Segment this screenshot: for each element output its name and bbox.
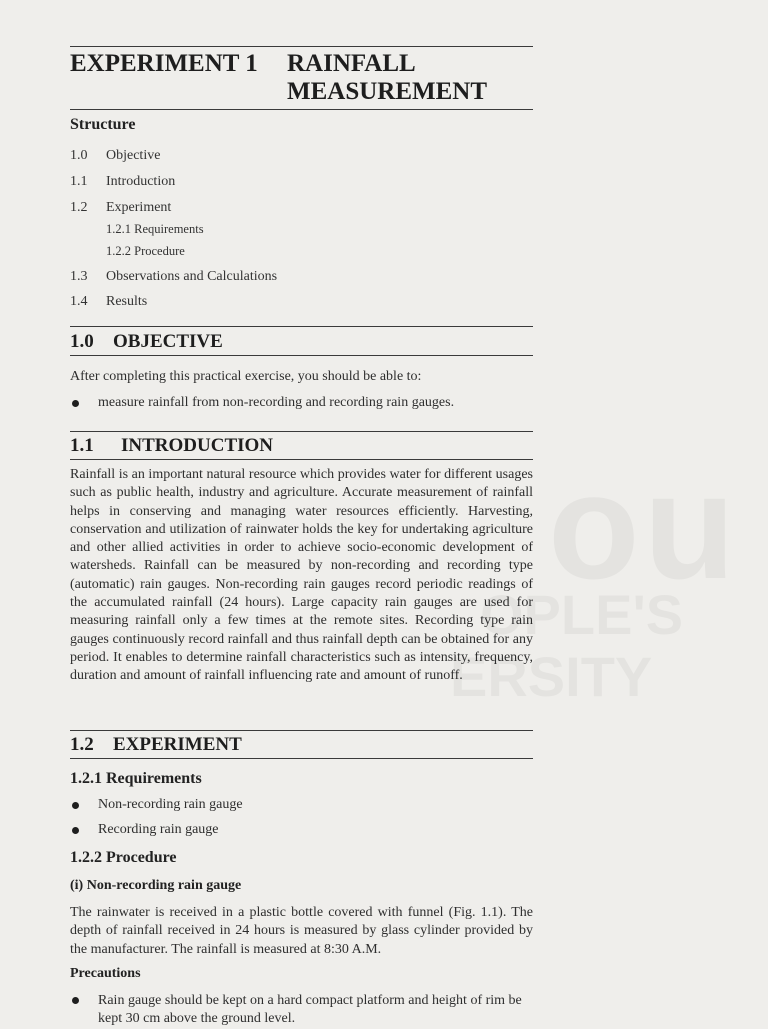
section-rule (70, 730, 533, 731)
title-bottom-rule (70, 109, 533, 110)
objective-intro: After completing this practical exercise, you should be able to: (70, 369, 422, 384)
toc-item: 1.0 Objective (70, 148, 161, 163)
section-heading-introduction: 1.1 INTRODUCTION (70, 435, 274, 456)
section-rule (70, 326, 533, 327)
requirement-item: Recording rain gauge (70, 822, 219, 838)
section-rule (70, 459, 533, 460)
structure-heading: Structure (70, 116, 136, 133)
section-heading-objective: 1.0 OBJECTIVE (70, 331, 223, 352)
bullet-icon (72, 997, 79, 1004)
experiment-title (70, 46, 533, 110)
section-heading-experiment: 1.2 EXPERIMENT (70, 734, 242, 755)
bullet-icon (72, 802, 79, 809)
toc-subitem: 1.2.2 Procedure (106, 244, 185, 258)
toc-item: 1.4 Results (70, 294, 148, 309)
bullet-icon (72, 400, 79, 407)
toc-item: 1.2 Experiment (70, 200, 172, 215)
introduction-paragraph: Rainfall is an important natural resource which provides water for different usages such as public health, industry and agriculture. Accurate measurement of rainfall helps in conserving and managing water resources efficiently. Harvesting, conservation and utilization of rainwater holds the key for undertaking agriculture and other allied activities in order to achieve socio-economic development of watersheds. Rainfall can be measured by non-recording and recording type (automatic) rain gauges. Non-recording rain gauges record periodic readings of the accumulated rainfall (24 hours). Large capacity rain gauges are used for measuring rainfall only a few times at the remote sites. Recording type rain gauges continuously record rainfall and thus rainfall depth can be obtained for any period. It enables to determine rainfall characteristics such as intensity, frequency, duration and amount of rainfall influencing rate and amount of runoff. (70, 467, 533, 684)
experiment-number: EXPERIMENT 1 (70, 50, 258, 77)
requirement-item: Non-recording rain gauge (70, 797, 243, 813)
toc-item: 1.3 Observations and Calculations (70, 269, 278, 284)
toc-subitem: 1.2.1 Requirements (106, 222, 204, 236)
section-rule (70, 431, 533, 432)
nonrecording-heading: (i) Non-recording rain gauge (70, 878, 242, 893)
precaution-item: Rain gauge should be kept on a hard compact platform and height of rim be kept 30 cm above the ground level. (70, 992, 533, 1029)
toc-item: 1.1 Introduction (70, 174, 176, 189)
section-rule (70, 355, 533, 356)
nonrecording-paragraph: The rainwater is received in a plastic bottle covered with funnel (Fig. 1.1). The depth of rainfall received in 24 hours is measured by glass cylinder provided by the manufacturer. The rainfall is measured at 8:30 A.M. (70, 905, 533, 957)
procedure-heading: 1.2.2 Procedure (70, 849, 177, 866)
precautions-heading: Precautions (70, 966, 141, 981)
section-rule (70, 758, 533, 759)
experiment-name: RAINFALL MEASUREMENT (287, 50, 488, 105)
objective-bullet: measure rainfall from non-recording and recording rain gauges. (70, 395, 454, 411)
requirements-heading: 1.2.1 Requirements (70, 770, 202, 787)
bullet-icon (72, 827, 79, 834)
